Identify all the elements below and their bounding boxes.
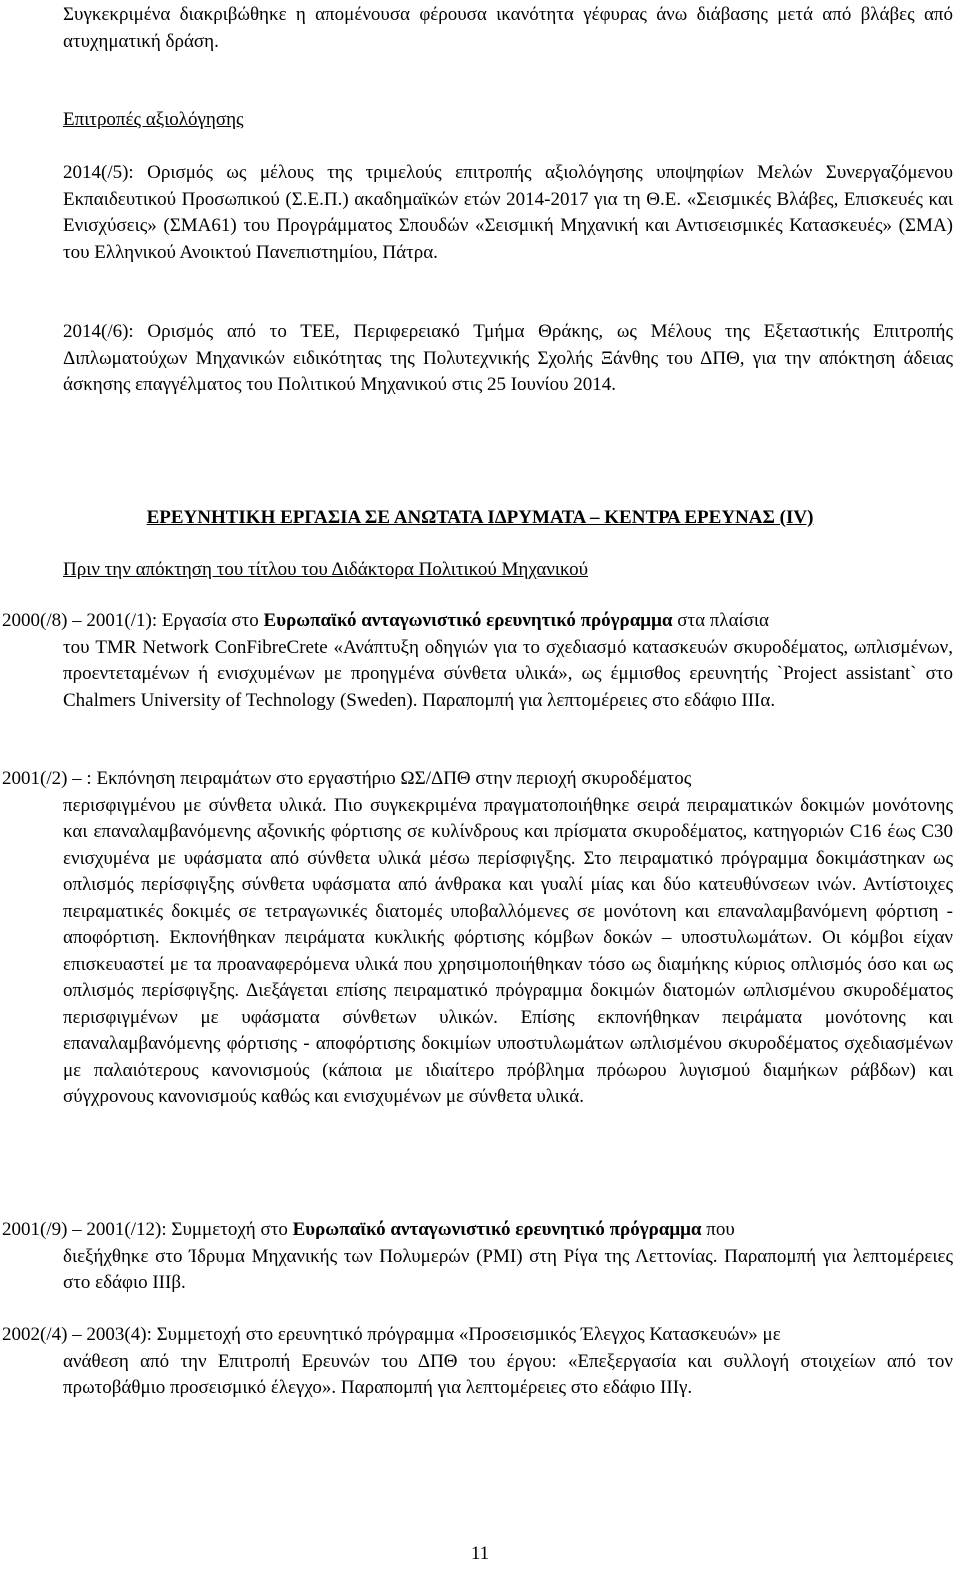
- entry-first-line: [2, 1217, 953, 1244]
- entry-continuation: του TMR Network ConFibreCrete «Ανάπτυξη οδηγιών για το σχεδιασμό κατασκευών σκυροδέματος, ωπλισμένων, προεντεταμένων ή ενισχυμένων με προηγμένα σύνθετα υλικά», ως έμμισθος ερευνητής `Project assistant` στο Chalmers University of Technology (Sweden). Παραπομπή για λεπτομέρειες στο εδάφιο ΙΙΙα.: [63, 636, 953, 711]
- research-entry-2001-9: [2, 1217, 953, 1297]
- program-name: Ευρωπαϊκό ανταγωνιστικό ερευνητικό πρόγραμμα: [292, 1219, 702, 1240]
- intro-paragraph: Συγκεκριμένα διακριβώθηκε η απομένουσα φέρουσα ικανότητα γέφυρας άνω διάβασης μετά από βλάβες από ατυχηματική δράση.: [63, 4, 953, 52]
- entry-continuation: διεξήχθηκε στο Ίδρυμα Μηχανικής των Πολυμερών (PMI) στη Ρίγα της Λεττονίας. Παραπομπή για λεπτομέρειες στο εδάφιο ΙΙΙβ.: [63, 1245, 953, 1293]
- entry-continuation: ανάθεση από την Επιτροπή Ερευνών του ΔΠΘ του έργου: «Επεξεργασία και συλλογή στοιχείων από τον πρωτοβάθμιο προσεισμικό έλεγχο». Παραπομπή για λεπτομέρειες στο εδάφιο ΙΙΙγ.: [63, 1350, 953, 1398]
- entry-continuation: περισφιγμένου με σύνθετα υλικά. Πιο συγκεκριμένα πραγματοποιήθηκε σειρά πειραματικών δοκιμών μονότονης και επαναλαμβανόμενης αξονικής φόρτισης σε κυλίνδρους και πρίσματα σκυροδέματος, κατηγοριών C16 έως C30 ενισχυμένα με υφάσματα από σύνθετα υλικά μέσω περίσφιγξης. Στο πειραματικό πρόγραμμα δοκιμάστηκαν ως οπλισμός περίσφιγξης σύνθετα υφάσματα από άνθρακα και γυαλί μίας και δύο κατευθύνσεων ινών. Αντίστοιχες πειραματικές δοκιμές σε τετραγωνικές διατομές υποβαλλόμενες σε μονότονη και επαναλαμβανόμενη φόρτιση - αποφόρτιση. Εκπονήθηκαν πειράματα κυκλικής φόρτισης κόμβων δοκών – υποστυλωμάτων. Οι κόμβοι είχαν επισκευαστεί με τα προαναφερόμενα υλικά που χρησιμοποιήθηκαν τόσο ως διαμήκης κύριος οπλισμός όσο και ως οπλισμός περίσφιγξης. Διεξάγεται επίσης πειραματικό πρόγραμμα δοκιμών διατομών ωπλισμένου σκυροδέματος περισφιγμένων με υφάσματα σύνθετων υλικών. Επίσης εκπονήθηκαν πειράματα μονότονης και επαναλαμβανόμενης φόρτισης - αποφόρτισης δοκιμίων υποστυλωμάτων ωπλισμένου σκυροδέματος σχεδιασμένων με παλαιότερους κανονισμούς (κάποια με ιδιαίτερο πρόβλημα πρόωρου λυγισμού διαμήκων ράβδων) και σύγχρονους κανονισμούς καθώς και ενισχυμένων με σύνθετα υλικά.: [63, 794, 953, 1107]
- entry-first-line: 2001(/2) – : Εκπόνηση πειραμάτων στο εργαστήριο ΩΣ/ΔΠΘ στην περιοχή σκυροδέματος: [2, 768, 692, 789]
- research-entry-2000: [2, 608, 953, 714]
- research-entry-2002-4: [2, 1322, 953, 1402]
- entry-lead: 2000(/8) – 2001(/1): Εργασία στο: [2, 610, 264, 631]
- committee-entry-2014-5: 2014(/5): Ορισμός ως μέλους της τριμελούς επιτροπής αξιολόγησης υποψηφίων Μελών Συνεργαζόμενου Εκπαιδευτικού Προσωπικού (Σ.Ε.Π.) ακαδημαϊκών ετών 2014-2017 για τη Θ.Ε. «Σεισμικές Βλάβες, Επισκευές και Ενισχύσεις» (ΣΜΑ61) του Προγράμματος Σπουδών «Σεισμική Μηχανική και Αντισεισμικές Κατασκευές» (ΣΜΑ) του Ελληνικού Ανοικτού Πανεπιστημίου, Πάτρα.: [63, 162, 953, 263]
- entry-tail: που: [701, 1219, 735, 1240]
- program-name: Ευρωπαϊκό ανταγωνιστικό ερευνητικό πρόγραμμα: [263, 610, 673, 631]
- page-number: 11: [470, 1543, 490, 1564]
- entry-lead: 2001(/9) – 2001(/12): Συμμετοχή στο: [2, 1219, 293, 1240]
- research-subheading: Πριν την απόκτηση του τίτλου του Διδάκτορα Πολιτικού Μηχανικού: [63, 559, 589, 580]
- entry-first-line: [2, 608, 953, 635]
- entry-first-line: 2002(/4) – 2003(4): Συμμετοχή στο ερευνητικό πρόγραμμα «Προσεισμικός Έλεγχος Κατασκευών» με: [2, 1324, 781, 1345]
- entry-tail: στα πλαίσια: [672, 610, 769, 631]
- committee-entry-2014-6: 2014(/6): Ορισμός από το ΤΕΕ, Περιφερειακό Τμήμα Θράκης, ως Μέλους της Εξεταστικής Επιτροπής Διπλωματούχων Μηχανικών ειδικότητας της Πολυτεχνικής Σχολής Ξάνθης του ΔΠΘ, για την απόκτηση άδειας άσκησης επαγγέλματος του Πολιτικού Μηχανικού στις 25 Ιουνίου 2014.: [63, 321, 953, 395]
- research-section-heading: ΕΡΕΥΝΗΤΙΚΗ ΕΡΓΑΣΙΑ ΣΕ ΑΝΩΤΑΤΑ ΙΔΡΥΜΑΤΑ – ΚΕΝΤΡΑ ΕΡΕΥΝΑΣ (IV): [146, 507, 814, 528]
- committees-title: Επιτροπές αξιολόγησης: [63, 109, 244, 130]
- research-entry-2001-2: [2, 766, 953, 1111]
